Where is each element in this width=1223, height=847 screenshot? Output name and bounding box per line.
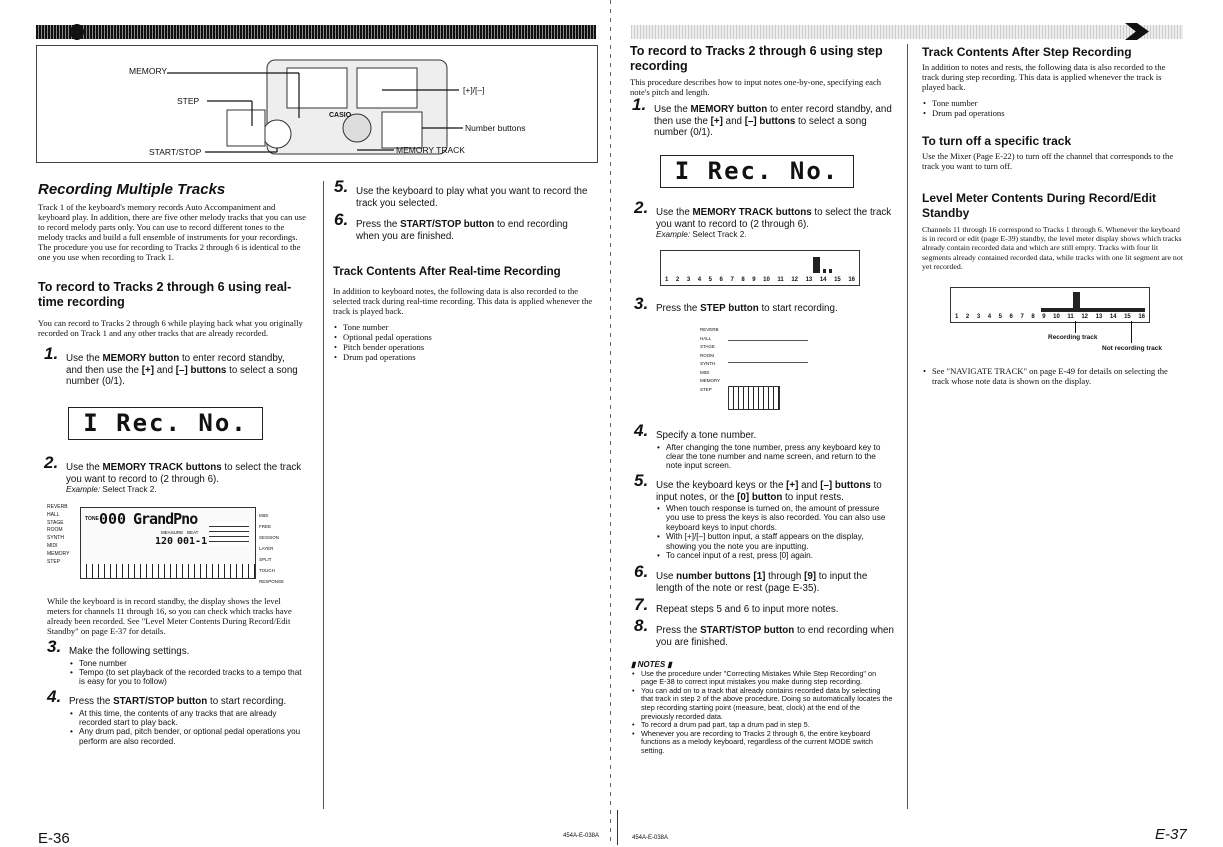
after-step-bullets xyxy=(922,98,1184,118)
step-text: Press the xyxy=(69,696,114,707)
rec-text: Rec. No. xyxy=(707,157,840,185)
keyboard-diagram xyxy=(36,45,598,163)
step-bold: [0] button xyxy=(737,491,783,503)
step-text: Specify a tone number. xyxy=(656,430,757,441)
right-step-1 xyxy=(632,95,892,139)
level-meter-example xyxy=(950,287,1150,323)
step-bullets xyxy=(69,709,305,747)
step-text: to select the track you want to record to (2 through 6). xyxy=(66,462,302,485)
step-text: Press the xyxy=(656,625,701,636)
bullet-item: • Tone number xyxy=(932,98,1184,108)
step-recording-title: To record to Tracks 2 through 6 using step recording xyxy=(630,44,883,73)
example-text: Select Track 2. xyxy=(692,230,747,239)
step-text: Use the xyxy=(656,207,693,218)
rec-text: Rec. No. xyxy=(116,409,248,437)
meter-pointer-not-recording xyxy=(1131,321,1132,343)
meter-num: 4 xyxy=(987,314,992,320)
meter-num: 12 xyxy=(1081,314,1088,320)
step-text: and xyxy=(153,364,176,376)
meter-num: 15 xyxy=(834,277,841,283)
diagram-brand: CASIO xyxy=(329,112,352,119)
meter-num: 10 xyxy=(1053,314,1060,320)
notes-title-text: NOTES xyxy=(637,660,666,669)
meter-num: 16 xyxy=(848,277,855,283)
step-number: 7. xyxy=(634,595,649,614)
level-meter-text: Channels 11 through 16 correspond to Tracks 1 through 6. Whenever the keyboard is in record or edit (page E-39) standby, the level meter display shows which tracks already contain recorded data and which are still empty. Tracks with four lit segments already contained recorded data, while tracks with one lit segment are not yet recorded. xyxy=(922,225,1183,271)
lcd-label: SYNTH xyxy=(700,361,716,366)
turn-off-title: To turn off a specific track xyxy=(922,134,1072,148)
meter-num: 9 xyxy=(752,277,756,283)
turn-off-text: Use the Mixer (Page E-22) to turn off the channel that corresponds to the track you want to turn off. xyxy=(922,151,1174,171)
step-text: Use the keyboard keys or the xyxy=(656,480,787,491)
lcd-label: FREE SESSION xyxy=(259,524,280,540)
left-page-number: E-36 xyxy=(38,830,70,847)
right-column-1 xyxy=(630,44,892,97)
meter-num: 11 xyxy=(1067,314,1074,320)
step-number: 3. xyxy=(47,637,62,656)
step-example xyxy=(656,230,892,239)
lcd-label: MIDI xyxy=(47,542,58,549)
left-step-4 xyxy=(47,687,305,746)
realtime-intro: You can record to Tracks 2 through 6 while playing back what you originally recorded on Track 1 and any other tracks that are already recorded. xyxy=(38,318,303,338)
lcd-staff xyxy=(209,522,249,546)
after-realtime-bullets xyxy=(333,322,595,362)
right-step-6 xyxy=(634,562,894,594)
meter-seg-13 xyxy=(829,269,832,273)
step-number: 8. xyxy=(634,616,649,635)
step-bold: MEMORY button xyxy=(102,353,180,364)
lcd-label: STEP xyxy=(47,558,61,565)
lcd-label: ROOM xyxy=(47,527,63,534)
meter-num: 7 xyxy=(730,277,734,283)
diagram-label-memory-track: MEMORY TRACK xyxy=(396,145,465,155)
meter-label-recording: Recording track xyxy=(1048,334,1098,341)
step-bold: START/STOP button xyxy=(113,696,208,707)
step-text: Use the xyxy=(654,104,691,115)
left-step-6 xyxy=(334,210,592,242)
meter-num: 5 xyxy=(998,314,1002,320)
note-item: • You can add on to a track that already contains recorded data by selecting that track in step 2 of the above procedure. Doing so automatically locates the step recording starting point (measure, beat, clock) at the end of the previously recorded data. xyxy=(641,687,893,721)
lcd-label: ROOM xyxy=(700,352,714,358)
step-text: to start recording. xyxy=(207,696,287,707)
step-number: 3. xyxy=(634,294,649,313)
step-number: 6. xyxy=(334,210,349,229)
step-text: to enter record standby, and then use the xyxy=(654,104,892,127)
page-fold xyxy=(617,810,618,845)
step-bold: START/STOP button xyxy=(700,625,795,636)
lcd-label: MIDI xyxy=(259,513,269,518)
step-text: to select a song number (0/1). xyxy=(654,115,867,138)
meter-num: 5 xyxy=(708,277,712,283)
lcd-tone-number: 000 xyxy=(99,510,127,528)
meter-seg-11 xyxy=(813,257,820,273)
left-column-1 xyxy=(38,181,306,338)
lcd-label: REVERB xyxy=(700,327,719,332)
diagram-label-start-stop: START/STOP xyxy=(149,147,202,157)
left-column-divider xyxy=(323,181,324,809)
left-after-realtime xyxy=(333,265,595,362)
meter-num: 2 xyxy=(965,314,970,320)
lcd-keyboard xyxy=(81,564,255,578)
meter-numbers xyxy=(955,314,1145,320)
notes-title: ▮ NOTES ▮ xyxy=(631,660,672,669)
left-step-1 xyxy=(44,344,302,388)
meter-num: 10 xyxy=(763,277,770,283)
step-text: Use the keyboard to play what you want to record the track you selected. xyxy=(356,186,588,209)
meter-num: 6 xyxy=(719,277,723,283)
bullet-item: • Any drum pad, pitch bender, or optional pedal operations you perform are also recorded. xyxy=(79,727,305,746)
rec-prefix: I xyxy=(674,157,692,185)
note-item: • To record a drum pad part, tap a drum pad in step 5. xyxy=(641,721,893,730)
step-text: Make the following settings. xyxy=(69,646,190,657)
lcd-display-illustration xyxy=(47,504,285,584)
step-bold: [–] buttons xyxy=(175,364,227,376)
lcd-measure-label: MEASURE xyxy=(161,530,184,535)
step-text: to select the track you want to record to (2 through 6). xyxy=(656,207,892,230)
rec-no-display-right xyxy=(660,155,854,188)
right-step-8 xyxy=(634,616,894,648)
lcd-label: MEMORY xyxy=(47,550,70,557)
after-realtime-title: Track Contents After Real-time Recording xyxy=(333,266,561,278)
step-bold: MEMORY button xyxy=(690,104,768,115)
lcd-label: MEMORY xyxy=(700,378,721,383)
right-step-7 xyxy=(634,595,894,616)
step-text: to start recording. xyxy=(758,303,838,314)
step-text: and xyxy=(798,480,821,491)
bullet-item: • To cancel input of a rest, press [0] again. xyxy=(666,551,894,560)
step-number: 4. xyxy=(634,421,649,440)
rec-prefix: I xyxy=(83,409,100,437)
meter-num: 1 xyxy=(955,314,959,320)
meter-num: 16 xyxy=(1138,314,1145,320)
step-number: 4. xyxy=(47,687,62,706)
step-bullets xyxy=(69,659,305,687)
step-number: 5. xyxy=(634,471,649,490)
step-text: and xyxy=(722,115,745,127)
example-label: Example: xyxy=(656,230,691,239)
lcd-left-labels xyxy=(47,504,69,566)
step-lcd-line xyxy=(728,362,808,363)
step-text: through xyxy=(765,571,805,582)
step-bullets xyxy=(656,504,894,560)
right-step-5 xyxy=(634,471,894,561)
lcd-label: SPLIT xyxy=(259,557,272,562)
step-text: Press the xyxy=(656,303,701,314)
note-item: • Whenever you are recording to Tracks 2 through 6, the entire keyboard functions as a melody keyboard, regardless of the current MODE switch setting. xyxy=(641,730,893,756)
lcd-label: MIDI xyxy=(700,369,710,375)
right-page-number: E-37 xyxy=(1155,826,1187,843)
right-footer-code: 454A-E-038A xyxy=(632,835,669,841)
step-number: 2. xyxy=(44,453,59,472)
step-lcd-line xyxy=(728,340,808,341)
rec-no-display-left xyxy=(68,407,263,440)
level-meter-track2 xyxy=(660,250,860,286)
level-meter-note: While the keyboard is in record standby, the display shows the level meters for channels 11 through 16, so you can check which tracks have already been recorded. See "Level Meter Contents During Record/Edit Standby" on page E-37 for details. xyxy=(47,596,292,636)
diagram-label-step: STEP xyxy=(177,96,200,106)
lcd-tone-name: GrandPno xyxy=(133,510,198,528)
left-header-marker xyxy=(70,24,84,40)
step-bold: number buttons [1] xyxy=(676,571,766,582)
step-text: to input rests. xyxy=(782,491,844,503)
bullet-item: • Tone number xyxy=(343,322,595,332)
meter-num: 8 xyxy=(741,277,745,283)
navigate-list xyxy=(922,366,1184,386)
step-number: 5. xyxy=(334,177,349,196)
bullet-item: • See "NAVIGATE TRACK" on page E-49 for details on selecting the track whose note data is shown on the display. xyxy=(932,366,1184,386)
example-text: Select Track 2. xyxy=(102,485,157,494)
lcd-label: REVERB xyxy=(47,504,68,510)
step-text: to input notes, or the xyxy=(656,480,882,503)
notes-list xyxy=(631,670,893,756)
section-title-realtime: To record to Tracks 2 through 6 using real-time recording xyxy=(38,280,292,309)
right-step-2 xyxy=(634,198,892,239)
bullet-item: • Drum pad operations xyxy=(343,352,595,362)
step-recording-intro: This procedure describes how to input notes one-by-one, specifying each note's pitch and length. xyxy=(630,77,882,97)
right-step-4 xyxy=(634,421,894,471)
lcd-label: SYNTH xyxy=(47,535,64,542)
meter-num: 1 xyxy=(665,277,669,283)
lcd-label: HALL xyxy=(47,511,60,518)
multiple-tracks-intro: Track 1 of the keyboard's memory records Auto Accompaniment and keyboard play. In addition, there are five other melody tracks that you can use to record melody parts only. You can use to record different tones to the melody tracks and build a full ensemble of instruments for your recordings. The procedure you use for recording to Tracks 2 through 6 is identical to the one you use when recording to Track 1. xyxy=(38,202,306,262)
diagram-label-plus-minus: [+]/[–] xyxy=(463,85,485,95)
bullet-item: • Optional pedal operations xyxy=(343,332,595,342)
after-step-title: Track Contents After Step Recording xyxy=(922,45,1132,59)
step-bold: [+] xyxy=(710,115,723,127)
step-text: to end recording when you are finished. xyxy=(356,219,568,242)
meter-num: 9 xyxy=(1042,314,1046,320)
bullet-item: • Pitch bender operations xyxy=(343,342,595,352)
meter-seg-12 xyxy=(823,269,826,273)
lcd-beat-label: BEAT xyxy=(187,530,199,535)
step-text: to input the length of the note or rest (page E-35). xyxy=(656,571,868,594)
meter-num: 3 xyxy=(686,277,691,283)
lcd-label: HALL xyxy=(700,335,712,341)
lcd-tone-label: TONE xyxy=(85,516,99,522)
diagram-label-memory: MEMORY xyxy=(129,66,168,76)
right-column-divider xyxy=(907,44,908,809)
step-bold: MEMORY TRACK buttons xyxy=(692,207,812,218)
step-number: 2. xyxy=(634,198,649,217)
level-meter-title: Level Meter Contents During Record/Edit Standby xyxy=(922,191,1157,220)
step-bold: MEMORY TRACK buttons xyxy=(102,462,222,473)
step-text: Repeat steps 5 and 6 to input more notes. xyxy=(656,604,839,615)
notes-block xyxy=(631,661,893,756)
step-text: Use xyxy=(656,571,677,582)
meter-num: 8 xyxy=(1031,314,1035,320)
bullet-item: • When touch response is turned on, the amount of pressure you use to press the keys is also recorded. You can also use keyboard keys to input chords. xyxy=(666,504,894,532)
meter-num: 15 xyxy=(1124,314,1131,320)
step-number: 1. xyxy=(44,344,59,363)
example-label: Example: xyxy=(66,485,101,494)
meter-num: 7 xyxy=(1020,314,1024,320)
lcd-label: STEP xyxy=(700,386,712,392)
meter-numbers xyxy=(665,277,855,283)
bullet-item: • With [+]/[–] button input, a staff appears on the display, showing you the note you are inputting. xyxy=(666,532,894,551)
step-text: Use the xyxy=(66,353,103,364)
lcd-right-labels xyxy=(259,510,289,587)
step-bold: START/STOP button xyxy=(400,219,495,230)
step-bold: [–] buttons xyxy=(820,480,871,491)
step-text: to enter record standby, and then use the xyxy=(66,353,285,376)
step-bold: STEP button xyxy=(700,303,759,314)
step-example xyxy=(66,485,306,494)
after-realtime-text: In addition to keyboard notes, the following data is also recorded to the selected track during real-time recording. This data is applied whenever the track is played back. xyxy=(333,286,593,316)
left-step-5 xyxy=(334,177,592,209)
lcd-label: STAGE xyxy=(47,519,64,526)
meter-num: 2 xyxy=(675,277,680,283)
right-step-3 xyxy=(634,294,892,315)
lcd-measure: 120 xyxy=(155,536,174,547)
keyboard-illustration xyxy=(37,46,597,162)
step-text: Press the xyxy=(356,219,401,230)
meter-num: 13 xyxy=(805,277,813,283)
meter-num: 12 xyxy=(791,277,798,283)
step-bold: [–] buttons xyxy=(744,115,796,127)
step-text: to end recording when you are finished. xyxy=(656,625,894,648)
step-number: 6. xyxy=(634,562,649,581)
meter-num: 11 xyxy=(777,277,784,283)
lcd-label: LAYER xyxy=(259,546,274,551)
after-step-text: In addition to notes and rests, the following data is also recorded to the track during step recording. This data is applied whenever the track is played back. xyxy=(922,62,1166,92)
step-text: Use the xyxy=(66,462,103,473)
bullet-item: • Tone number xyxy=(79,659,305,668)
right-column-2 xyxy=(922,45,1184,271)
diagram-label-number-buttons: Number buttons xyxy=(465,123,526,133)
page-gutter xyxy=(610,0,611,845)
meter-num: 13 xyxy=(1095,314,1103,320)
note-item: • Use the procedure under "Correcting Mistakes While Step Recording" on page E-38 to correct input mistakes you make during step recording. xyxy=(641,670,893,687)
lcd-label: STAGE xyxy=(700,344,715,349)
step-bullets xyxy=(656,443,894,471)
lcd-label: TOUCH RESPONSE xyxy=(259,568,285,584)
step-bold: [9] xyxy=(804,571,817,582)
meter-num: 6 xyxy=(1009,314,1013,320)
meter-num: 14 xyxy=(1109,314,1117,320)
left-footer-code: 454A-E-038A xyxy=(563,833,600,839)
section-title-multiple-tracks: Recording Multiple Tracks xyxy=(38,181,226,198)
step-lcd-labels xyxy=(700,326,720,394)
bullet-item: • Tempo (to set playback of the recorded tracks to a tempo that is easy for you to follow) xyxy=(79,668,305,687)
meter-num: 3 xyxy=(976,314,981,320)
navigate-note xyxy=(922,366,1184,386)
step-lcd-illustration xyxy=(700,326,820,408)
left-header-bar xyxy=(36,25,596,39)
meter-num: 4 xyxy=(697,277,702,283)
step-number: 1. xyxy=(632,95,647,114)
step-text: to select a song number (0/1). xyxy=(66,364,298,387)
bullet-item: • At this time, the contents of any tracks that are already recorded start to play back. xyxy=(79,709,305,728)
left-step-2 xyxy=(44,453,306,494)
bullet-item: • After changing the tone number, press any keyboard key to clear the tone number and name screen, and return to the note input screen. xyxy=(666,443,894,471)
meter-seg-row xyxy=(1041,308,1145,312)
right-header-bar xyxy=(631,25,1183,39)
step-bold: [+] xyxy=(786,480,799,491)
lcd-beat: 001-1 xyxy=(177,536,208,547)
bullet-item: • Drum pad operations xyxy=(932,108,1184,118)
meter-pointer-recording xyxy=(1075,321,1076,333)
meter-num: 14 xyxy=(819,277,827,283)
meter-label-not-recording: Not recording track xyxy=(1102,345,1162,352)
left-step-3 xyxy=(47,637,305,687)
step-bold: [+] xyxy=(141,364,154,376)
step-lcd-keys xyxy=(728,386,780,410)
